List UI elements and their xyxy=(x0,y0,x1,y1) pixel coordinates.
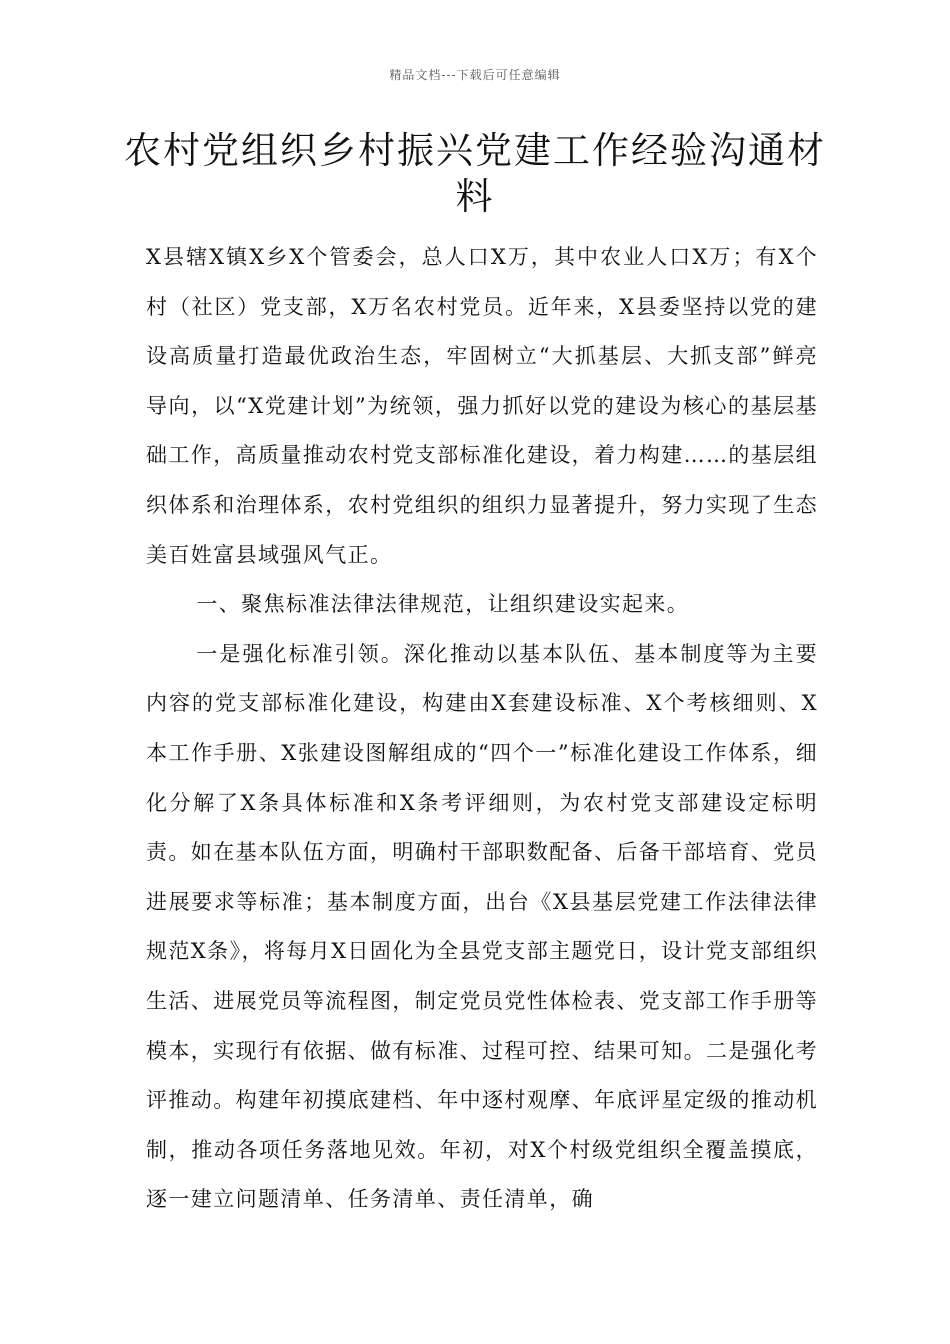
header-note: 精品文档---下载后可任意编辑 xyxy=(389,68,561,82)
paragraph-section-1: 一是强化标准引领。深化推动以基本队伍、基本制度等为主要内容的党支部标准化建设，构建由X套建设标准、X个考核细则、X本工作手册、X张建设图解组成的“四个一”标准化建设工作体系，细化分解了X条具体标准和X条考评细则，为农村党支部建设定标明责。如在基本队伍方面，明确村干部职数配备、后备干部培育、党员进展要求等标准；基本制度方面，出台《X县基层党建工作法律法律规范X条》，将每月X日固化为全县党支部主题党日，设计党支部组织生活、进展党员等流程图，制定党员党性体检表、党支部工作手册等模本，实现行有依据、做有标准、过程可控、结果可知。二是强化考评推动。构建年初摸底建档、年中逐村观摩、年底评星定级的推动机制，推动各项任务落地见效。年初，对X个村级党组织全覆盖摸底，逐一建立问题清单、任务清单、责任清单，确 xyxy=(146,641,818,1212)
paragraph-intro: X县辖X镇X乡X个管委会，总人口X万，其中农业人口X万；有X个村（社区）党支部，X万名农村党员。近年来，X县委坚持以党的建设高质量打造最优政治生态，牢固树立“大抓基层、大抓支部”鲜亮导向，以“X党建计划”为统领，强力抓好以党的建设为核心的基层基础工作，高质量推动农村党支部标准化建设，着力构建……的基层组织体系和治理体系，农村党组织的组织力显著提升，努力实现了生态美百姓富县域强风气正。 xyxy=(146,245,818,567)
document-title: 农村党组织乡村振兴党建工作经验沟通材料 xyxy=(124,129,826,218)
section-heading-1: 一、聚焦标准法律法律规范，让组织建设实起来。 xyxy=(196,592,690,617)
document-body xyxy=(146,233,818,1225)
